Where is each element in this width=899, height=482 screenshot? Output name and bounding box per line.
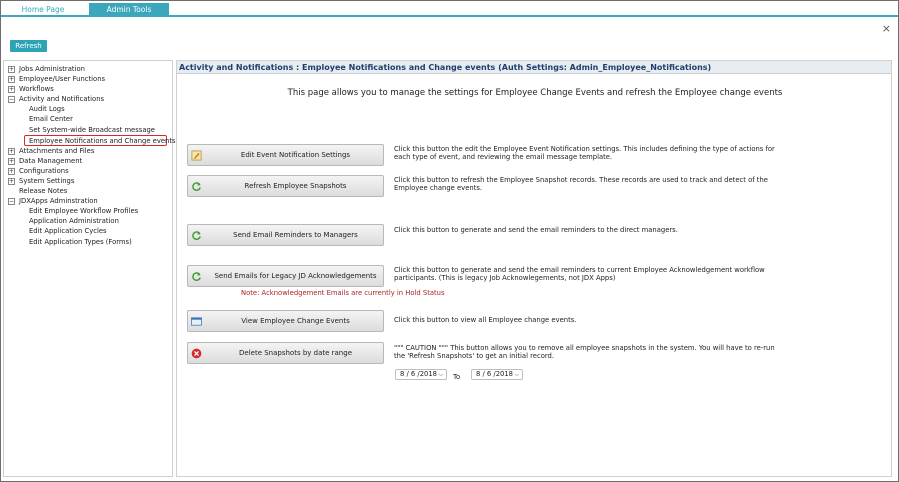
chevron-down-icon: ⌵: [438, 371, 443, 378]
action-description: Click this button to view all Employee change events.: [394, 316, 577, 324]
sidebar-item-label: Jobs Administration: [19, 65, 85, 73]
button-label: Send Email Reminders to Managers: [233, 231, 358, 239]
sidebar-item[interactable]: [8, 114, 167, 124]
sidebar-item[interactable]: [8, 196, 167, 206]
sidebar-item-label: Email Center: [29, 115, 73, 124]
sidebar: [3, 60, 176, 477]
refresh-icon: [191, 181, 202, 192]
refresh-icon: [191, 230, 202, 241]
delete-icon: [191, 348, 202, 359]
sidebar-item[interactable]: [8, 146, 167, 156]
expand-icon[interactable]: +: [9, 177, 15, 185]
sidebar-item-label: Attachments and Files: [19, 146, 95, 155]
sidebar-item[interactable]: [8, 186, 167, 196]
sidebar-item-label: JDXApps Adminstration: [19, 197, 98, 206]
refresh-button[interactable]: Refresh: [10, 40, 47, 52]
date-from-value: 8 / 6 /2018: [400, 370, 438, 378]
to-label: To: [453, 373, 461, 381]
sidebar-item[interactable]: [8, 104, 167, 114]
sidebar-item-label: Audit Logs: [29, 105, 65, 114]
button-label: Delete Snapshots by date range: [239, 349, 352, 357]
sidebar-item[interactable]: [8, 166, 167, 176]
expand-icon[interactable]: +: [9, 76, 15, 84]
sidebar-item-label: Set System-wide Broadcast message: [29, 125, 155, 134]
page-subtitle: This page allows you to manage the settings for Employee Change Events and refresh the Employee change events: [287, 88, 783, 98]
page-title: Activity and Notifications : Employee Notifications and Change events (Auth Settings: Admin_Employee_Notifications): [177, 61, 891, 74]
expand-icon[interactable]: +: [9, 167, 15, 175]
collapse-icon[interactable]: −: [9, 198, 15, 206]
sidebar-item-label: Activity and Notifications: [19, 95, 105, 104]
view-employee-change-events-button[interactable]: [187, 310, 384, 332]
edit-icon: [191, 150, 202, 161]
sidebar-tree: [8, 64, 176, 247]
action-description: Click this button to generate and send the email reminders to current Employee Acknowledgement workflow participants. (This is legacy Job Acknowlegements, not JDX Apps): [394, 266, 765, 282]
sidebar-item-label: Edit Application Types (Forms): [29, 237, 132, 246]
sidebar-item[interactable]: [8, 156, 167, 166]
sidebar-item[interactable]: [24, 135, 176, 146]
sidebar-item-label: Edit Employee Workflow Profiles: [29, 207, 139, 216]
action-description: Click this button to refresh the Employee Snapshot records. These records are used to track and detect of the Employee change events.: [394, 176, 768, 192]
sidebar-item-label: Employee Notifications and Change events: [29, 136, 176, 145]
date-to-value: 8 / 6 /2018: [476, 370, 514, 378]
sidebar-item[interactable]: [8, 216, 167, 226]
sidebar-item[interactable]: [8, 206, 167, 216]
expand-icon[interactable]: +: [9, 66, 15, 73]
expand-icon[interactable]: +: [9, 157, 15, 165]
sidebar-item[interactable]: [8, 64, 167, 74]
sidebar-item[interactable]: [8, 94, 167, 104]
sidebar-item-label: Employee/User Functions: [19, 75, 106, 84]
button-label: View Employee Change Events: [241, 317, 350, 325]
sidebar-item-label: Application Administration: [29, 217, 119, 226]
collapse-icon[interactable]: −: [9, 96, 15, 104]
tab-home-page[interactable]: Home Page: [21, 5, 65, 14]
send-legacy-jd-acknowledgements-button[interactable]: [187, 265, 384, 287]
edit-event-notification-settings-button[interactable]: [187, 144, 384, 166]
sidebar-item[interactable]: [8, 125, 167, 135]
window-icon: [191, 316, 202, 327]
chevron-down-icon: ⌵: [514, 371, 519, 378]
expand-icon[interactable]: +: [9, 147, 15, 155]
sidebar-item[interactable]: [8, 226, 167, 236]
action-description: """ CAUTION """ This button allows you to remove all employee snapshots in the system. You will have to re-run the 'Refresh Snapshots' to get an initial record.: [394, 344, 775, 360]
date-to-picker[interactable]: [471, 369, 523, 380]
button-label: Send Emails for Legacy JD Acknowledgements: [214, 272, 377, 280]
delete-snapshots-button[interactable]: [187, 342, 384, 364]
button-label: Edit Event Notification Settings: [240, 151, 351, 159]
action-description: Click this button the edit the Employee Event Notification settings. This includes defining the type of actions for each type of event, and reviewing the email message template.: [394, 145, 775, 161]
sidebar-item[interactable]: [8, 84, 167, 94]
tab-admin-tools[interactable]: Admin Tools: [89, 3, 169, 17]
sidebar-item-label: Release Notes: [19, 187, 68, 196]
sidebar-item-label: System Settings: [19, 176, 75, 185]
action-description: Click this button to generate and send the email reminders to the direct managers.: [394, 226, 678, 234]
date-from-picker[interactable]: [395, 369, 447, 380]
hold-status-note: Note: Acknowledgement Emails are currently in Hold Status: [241, 289, 445, 297]
sidebar-item-label: Data Management: [19, 156, 83, 165]
close-icon[interactable]: ×: [881, 22, 891, 35]
sidebar-item-label: Configurations: [19, 166, 69, 175]
sidebar-item-label: Edit Application Cycles: [29, 227, 107, 236]
main-panel: [176, 60, 892, 477]
refresh-icon: [191, 271, 202, 282]
refresh-employee-snapshots-button[interactable]: [187, 175, 384, 197]
expand-icon[interactable]: +: [9, 86, 15, 94]
sidebar-item[interactable]: [8, 237, 167, 247]
sidebar-item[interactable]: [8, 74, 167, 84]
send-email-reminders-button[interactable]: [187, 224, 384, 246]
button-label: Refresh Employee Snapshots: [244, 182, 347, 190]
sidebar-item[interactable]: [8, 176, 167, 186]
tab-bar: [1, 1, 898, 17]
sidebar-item-label: Workflows: [19, 85, 54, 94]
